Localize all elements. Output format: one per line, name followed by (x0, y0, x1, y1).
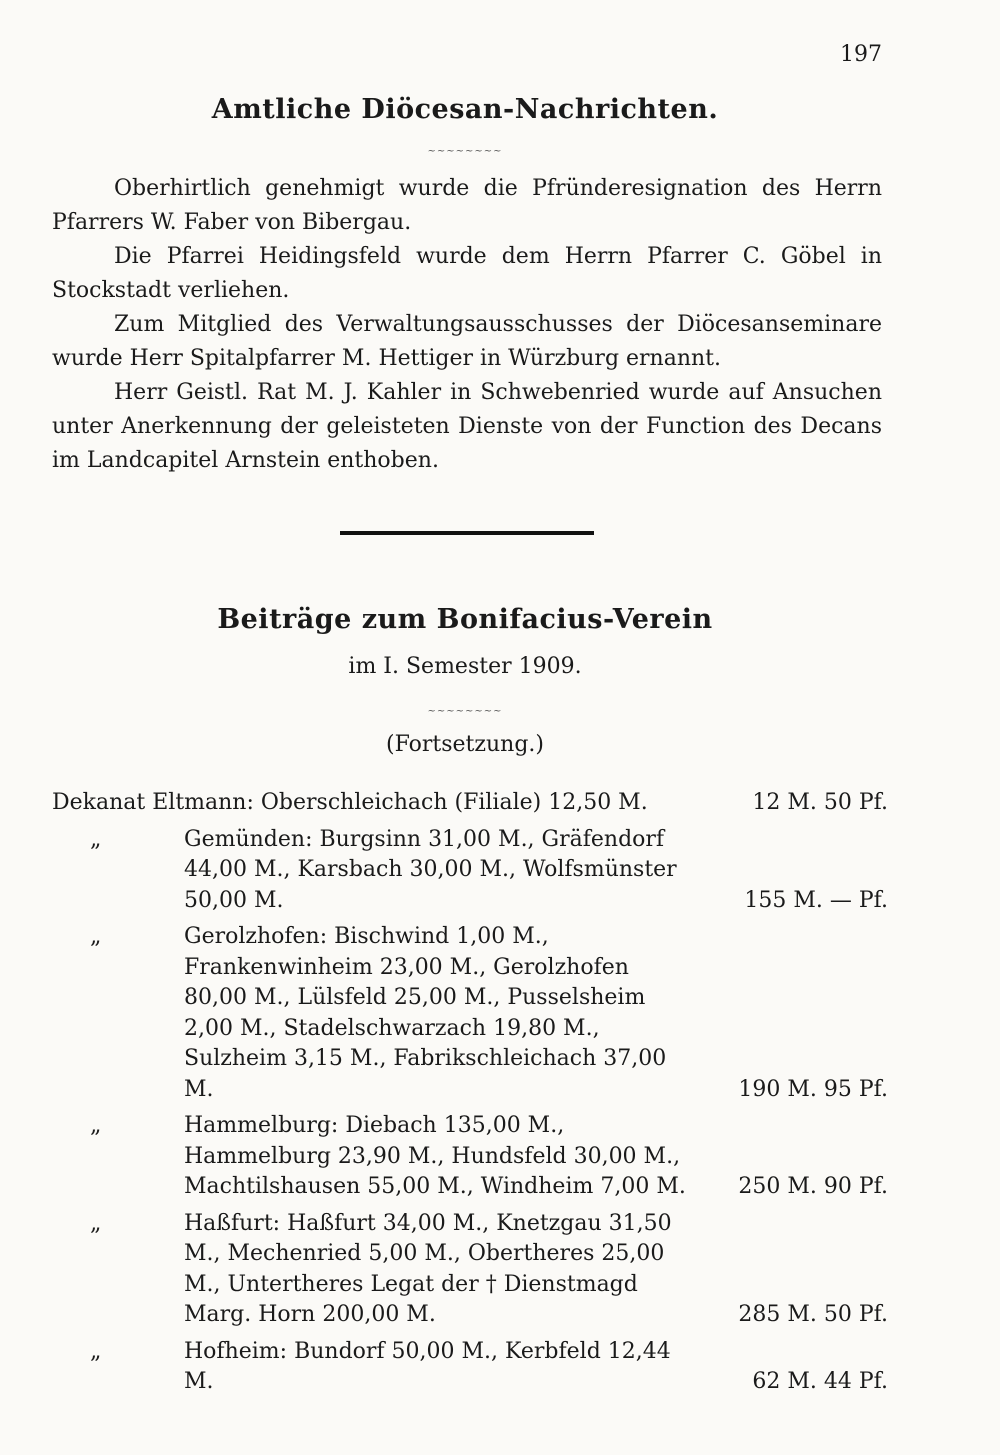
entry-amount: 285 M. 50 Pf. (738, 1302, 888, 1327)
ditto-mark: „ (90, 1338, 102, 1364)
ornament-divider: ~~~~~~~~ (427, 706, 503, 717)
ditto-mark: „ (90, 1210, 102, 1236)
section-subtitle: im I. Semester 1909. (348, 654, 582, 679)
news-paragraph: Oberhirtlich genehmigt wurde die Pfründeresignation des Herrn Pfarrers W. Faber von Bibergau. (52, 176, 882, 235)
entry-text: Gemünden: Burgsinn 31,00 M., Gräfendorf 44,00 M., Karsbach 30,00 M., Wolfsmünster 50,00 M. (184, 826, 677, 913)
list-item (52, 922, 888, 1105)
entry-text: Gerolzhofen: Bischwind 1,00 M., Frankenwinheim 23,00 M., Gerolzhofen 80,00 M., Lülsfeld 25,00 M., Pusselsheim 2,00 M., Stadelschwarzach 19,80 M., Sulzheim 3,15 M., Fabrikschleichach 37,00 M. (184, 924, 667, 1102)
entry-text: Haßfurt: Haßfurt 34,00 M., Knetzgau 31,50 M., Mechenried 5,00 M., Obertheres 25,00 M., Untertheres Legat der † Dienstmagd Marg. Horn 200,00 M. (184, 1210, 672, 1327)
list-item (52, 825, 888, 917)
horizontal-rule (340, 531, 594, 535)
news-paragraph: Herr Geistl. Rat M. J. Kahler in Schwebenried wurde auf Ansuchen unter Anerkennung der geleisteten Dienste von der Function des Decans im Landcapitel Arnstein enthoben. (52, 380, 882, 473)
section-title-bonifacius: Beiträge zum Bonifacius-Verein (217, 604, 713, 635)
list-item (52, 1111, 888, 1203)
ditto-mark: „ (90, 826, 102, 852)
ditto-mark: „ (90, 1113, 102, 1138)
list-item (52, 1209, 888, 1331)
entry-amount: 12 M. 50 Pf. (752, 790, 888, 815)
section-title-diocesan-news: Amtliche Diöcesan-Nachrichten. (211, 94, 719, 125)
ditto-mark: „ (90, 924, 102, 949)
entry-amount: 155 M. — Pf. (744, 887, 888, 913)
entry-amount: 190 M. 95 Pf. (738, 1076, 888, 1102)
page-number: 197 (840, 42, 882, 67)
list-item (52, 788, 888, 819)
list-item (52, 1337, 888, 1398)
contributions-list (52, 788, 888, 1404)
ornament-divider: ~~~~~~~~ (427, 146, 503, 157)
entry-amount: 62 M. 44 Pf. (752, 1369, 888, 1394)
entry-text: Hofheim: Bundorf 50,00 M., Kerbfeld 12,44 M. (184, 1338, 671, 1394)
diocesan-news-body (52, 172, 882, 478)
news-paragraph: Zum Mitglied des Verwaltungsausschusses der Diöcesanseminare wurde Herr Spitalpfarrer M. Hettiger in Würzburg ernannt. (52, 312, 882, 371)
entry-text: Dekanat Eltmann: Oberschleichach (Filiale) 12,50 M. (52, 790, 648, 815)
entry-text: Hammelburg: Diebach 135,00 M., Hammelburg 23,90 M., Hundsfeld 30,00 M., Machtilshausen 55,00 M., Windheim 7,00 M. (184, 1113, 686, 1199)
continuation-note: (Fortsetzung.) (386, 732, 544, 757)
news-paragraph: Die Pfarrei Heidingsfeld wurde dem Herrn Pfarrer C. Göbel in Stockstadt verliehen. (52, 244, 882, 303)
entry-amount: 250 M. 90 Pf. (738, 1174, 888, 1199)
